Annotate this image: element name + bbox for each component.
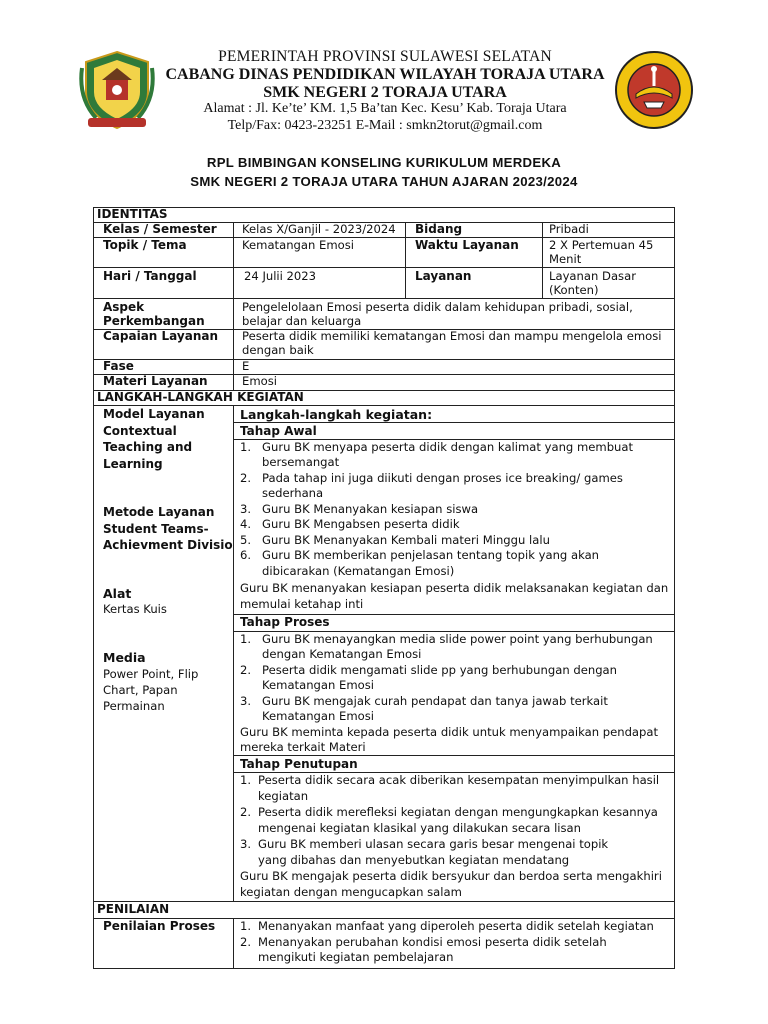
aspek-label-1: Aspek [103,300,145,314]
penilaian-item-2-cont: mengikuti kegiatan pembelajaran [258,950,454,964]
penutupan-note-1: Guru BK mengajak peserta didik bersyukur dan berdoa serta mengakhiri [240,869,662,883]
proses-item-1-cont: dengan Kematangan Emosi [262,647,422,661]
penilaian-header: PENILAIAN [97,902,170,916]
bidang-label: Bidang [415,222,463,236]
penutupan-item-3-cont: yang dibahas dan menyebutkan kegiatan mendatang [258,853,570,867]
materi-label: Materi Layanan [103,374,208,388]
model-value-3: Learning [103,457,163,471]
awal-item-2-cont: sederhana [262,486,324,500]
letterhead [0,0,768,145]
awal-item-1-cont: bersemangat [262,455,340,469]
metode-value-1: Student Teams- [103,522,209,536]
aspek-value-1: Pengelelolaan Emosi peserta didik dalam kehidupan pribadi, sosial, [242,300,633,314]
penutupan-item-3: 3. Guru BK memberi ulasan secara garis besar mengenai topik [240,837,609,851]
media-value-3: Permainan [103,699,165,713]
rpl-table [93,207,675,969]
topik-label: Topik / Tema [103,238,187,252]
school-logo-icon [614,50,694,130]
metode-layanan-label: Metode Layanan [103,505,215,519]
document-subtitle: SMK NEGERI 2 TORAJA UTARA TAHUN AJARAN 2023/2024 [190,174,578,189]
bidang-value: Pribadi [549,222,589,236]
penilaian-item-2: 2. Menanyakan perubahan kondisi emosi peserta didik setelah [240,935,607,949]
penutupan-note-2: kegiatan dengan mengucapkan salam [240,885,462,899]
awal-item-2: 2. Pada tahap ini juga diikuti dengan proses ice breaking/ games [240,471,623,485]
tahap-awal-title: Tahap Awal [240,424,317,438]
fase-value: E [242,359,250,373]
aspek-value-2: belajar dan keluarga [242,314,362,328]
hari-label: Hari / Tanggal [103,269,197,283]
penutupan-item-1-cont: kegiatan [258,789,309,803]
province-emblem-icon [76,48,158,134]
alat-label: Alat [103,586,132,601]
letterhead-government: PEMERINTAH PROVINSI SULAWESI SELATAN [218,48,552,65]
topik-value: Kematangan Emosi [242,238,355,252]
letterhead-address: Alamat : Jl. Ke’te’ KM. 1,5 Ba’tan Kec. Kesu’ Kab. Toraja Utara [203,101,567,116]
model-layanan-label: Model Layanan [103,407,205,421]
alat-value: Kertas Kuis [103,602,167,616]
metode-value-2: Achievment Divisio [103,538,233,552]
letterhead-agency: CABANG DINAS PENDIDIKAN WILAYAH TORAJA UTARA [165,66,605,83]
awal-item-4: 4. Guru BK Mengabsen peserta didik [240,517,460,531]
langkah-header: LANGKAH-LANGKAH KEGIATAN [97,390,304,404]
penutupan-item-2: 2. Peserta didik merefleksi kegiatan dengan mengungkapkan kesannya [240,805,658,819]
proses-item-3: 3. Guru BK mengajak curah pendapat dan tanya jawab terkait [240,694,608,708]
letterhead-school: SMK NEGERI 2 TORAJA UTARA [263,84,507,101]
waktu-label: Waktu Layanan [415,238,519,252]
capaian-label: Capaian Layanan [103,329,219,343]
awal-item-1: 1. Guru BK menyapa peserta didik dengan kalimat yang membuat [240,440,634,454]
penilaian-proses-label: Penilaian Proses [103,919,216,933]
langkah-kegiatan-header: Langkah-langkah kegiatan: [240,407,433,422]
proses-item-2: 2. Peserta didik mengamati slide pp yang berhubungan dengan [240,663,618,677]
awal-note-2: memulai ketahap inti [240,597,364,611]
capaian-value-2: dengan baik [242,343,314,357]
proses-note-2: mereka terkait Materi [240,740,366,754]
model-value-2: Teaching and [103,440,193,454]
layanan-value-1: Layanan Dasar [549,269,636,283]
waktu-value-2: Menit [549,252,582,266]
model-value-1: Contextual [103,424,177,438]
identitas-header: IDENTITAS [97,207,168,221]
awal-item-3: 3. Guru BK Menanyakan kesiapan siswa [240,502,479,516]
awal-item-6: 6. Guru BK memberikan penjelasan tentang topik yang akan [240,548,600,562]
proses-item-1: 1. Guru BK menayangkan media slide power point yang berhubungan [240,632,653,646]
layanan-label: Layanan [415,269,472,283]
letterhead-contact: Telp/Fax: 0423-23251 E-Mail : smkn2torut@gmail.com [227,118,543,133]
capaian-value-1: Peserta didik memiliki kematangan Emosi dan mampu mengelola emosi [242,329,662,343]
kelas-value: Kelas X/Ganjil - 2023/2024 [242,222,396,236]
penutupan-item-2-cont: mengenai kegiatan klasikal yang dilakukan secara lisan [258,821,582,835]
media-value-1: Power Point, Flip [103,667,199,681]
awal-item-6-cont: dibicarakan (Kematangan Emosi) [262,564,455,578]
proses-item-2-cont: Kematangan Emosi [262,678,375,692]
kelas-label: Kelas / Semester [103,222,217,236]
awal-note-1: Guru BK menanyakan kesiapan peserta didik melaksanakan kegiatan dan [240,581,669,595]
awal-item-5: 5. Guru BK Menanyakan Kembali materi Minggu lalu [240,533,550,547]
document-title: RPL BIMBINGAN KONSELING KURIKULUM MERDEKA [206,155,562,170]
tahap-penutupan-title: Tahap Penutupan [240,757,358,771]
waktu-value-1: 2 X Pertemuan 45 [549,238,654,252]
layanan-value-2: (Konten) [549,283,599,297]
penilaian-item-1: 1. Menanyakan manfaat yang diperoleh peserta didik setelah kegiatan [240,919,654,933]
aspek-label-2: Perkembangan [103,314,205,328]
fase-label: Fase [103,359,134,373]
penutupan-item-1: 1. Peserta didik secara acak diberikan kesempatan menyimpulkan hasil [240,773,660,787]
tahap-proses-title: Tahap Proses [240,615,330,629]
proses-item-3-cont: Kematangan Emosi [262,709,375,723]
media-value-2: Chart, Papan [103,683,178,697]
proses-note-1: Guru BK meminta kepada peserta didik untuk menyampaikan pendapat [240,725,659,739]
materi-value: Emosi [242,374,277,388]
hari-value: 24 Julii 2023 [244,269,317,283]
media-label: Media [103,650,146,665]
